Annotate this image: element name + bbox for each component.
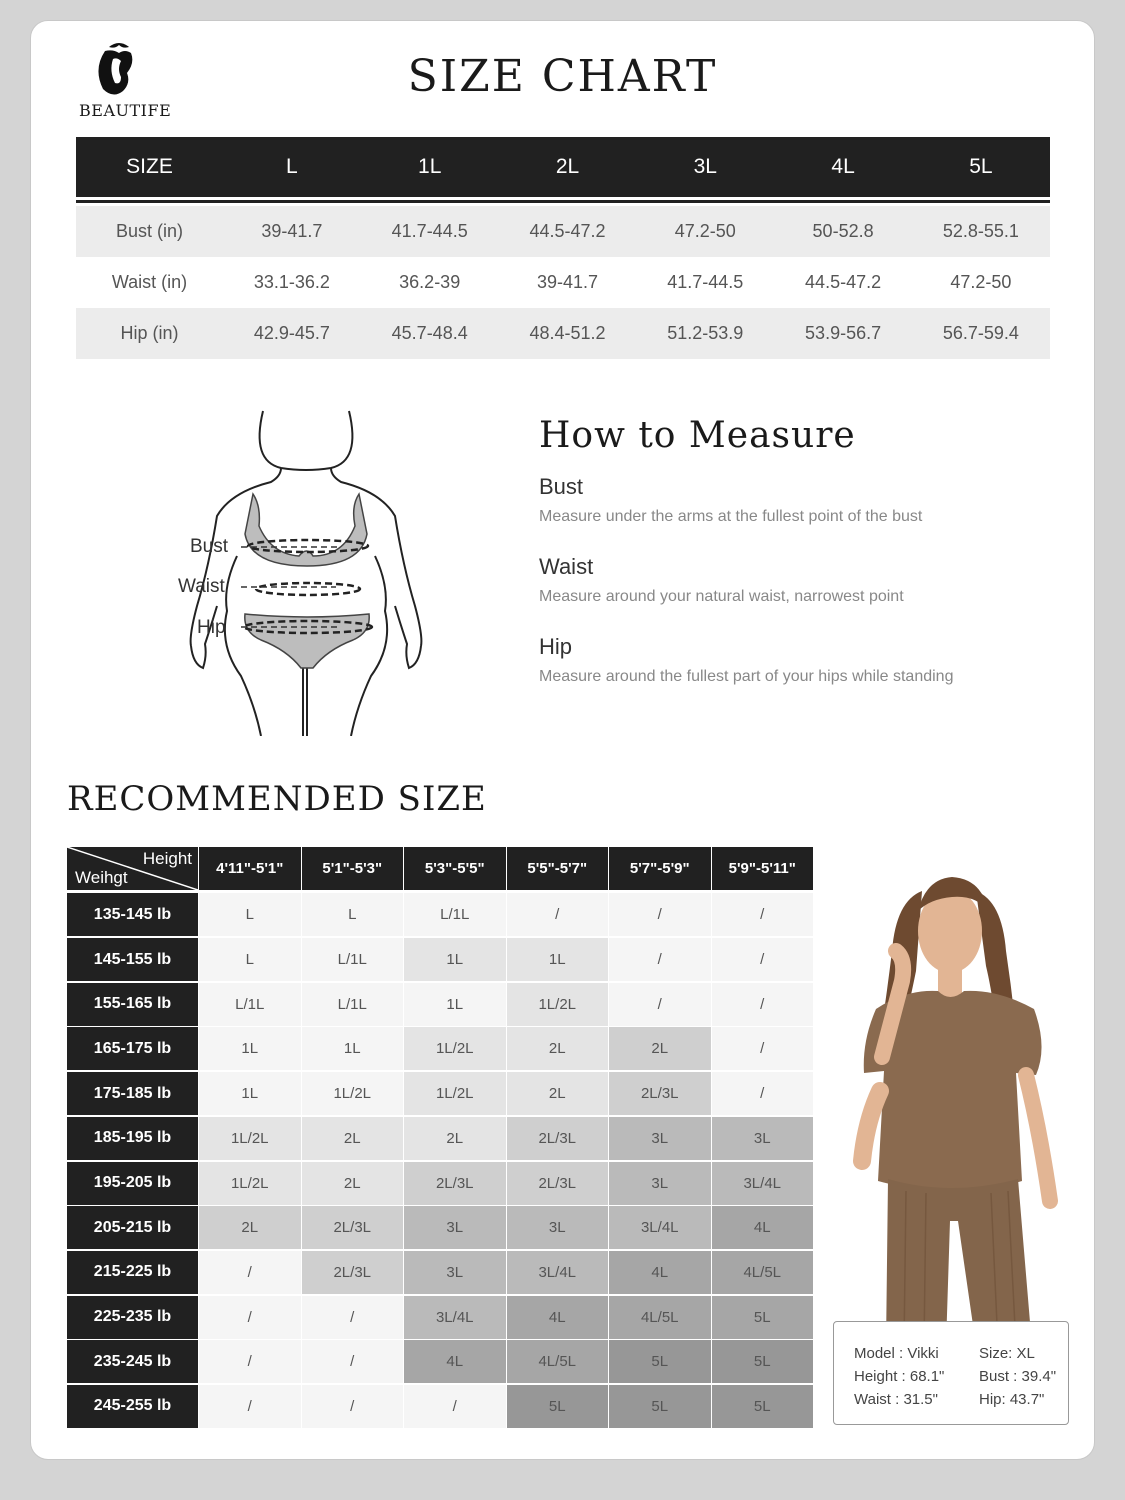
recommended-cell: 4L/5L [712,1251,814,1294]
recommended-cell: / [199,1296,301,1339]
height-header: 5'7"-5'9" [609,847,711,890]
weight-label: 175-185 lb [67,1072,198,1115]
recommended-cell: 1L [302,1027,404,1070]
model-info-left [854,1342,944,1411]
weight-label: 205-215 lb [67,1206,198,1249]
weight-label: 185-195 lb [67,1117,198,1160]
height-header: 5'9"-5'11" [712,847,814,890]
recommended-cell: / [609,893,711,936]
model-size: Size: XL [979,1345,1035,1362]
weight-label: 165-175 lb [67,1027,198,1070]
recommended-cell: L/1L [199,983,301,1026]
row-label: Waist (in) [111,272,188,292]
recommended-cell: / [712,983,814,1026]
row-label: Hip (in) [120,323,179,343]
recommended-cell: 2L [302,1162,404,1205]
recommended-cell: 3L [404,1206,506,1249]
height-header: 5'1"-5'3" [302,847,404,890]
measure-name: Hip [539,634,573,659]
recommended-cell: 1L/2L [404,1027,506,1070]
recommended-cell: / [199,1251,301,1294]
recommended-cell: 5L [507,1385,609,1428]
recommended-cell: L [302,893,404,936]
table-cell: 56.7-59.4 [942,323,1019,343]
recommended-cell: 4L [609,1251,711,1294]
figure-label-waist: Waist [178,576,225,597]
recommended-cell: 2L/3L [507,1162,609,1205]
recommended-cell: / [609,938,711,981]
recommended-cell: 2L [404,1117,506,1160]
recommended-cell: 1L [507,938,609,981]
table-row-hip [76,308,1050,359]
recommended-cell: 3L [609,1117,711,1160]
body-figure [131,406,491,736]
size-table-header [76,137,1050,200]
measure-desc: Measure around your natural waist, narrowest point [539,588,904,605]
model-photo [826,861,1076,1346]
recommended-cell: 4L/5L [507,1340,609,1383]
recommended-cell: 4L/5L [609,1296,711,1339]
recommended-cell: 2L [302,1117,404,1160]
recommended-row [67,892,813,937]
recommended-row [67,1070,813,1115]
measure-name: Bust [539,474,584,499]
recommended-cell: / [712,938,814,981]
recommended-cell: 1L/2L [507,983,609,1026]
recommended-cell: L/1L [302,938,404,981]
table-cell: 47.2-50 [950,272,1012,292]
recommended-header-row [67,847,813,892]
table-cell: 47.2-50 [674,221,736,241]
table-cell: 50-52.8 [812,221,874,241]
page-title: SIZE CHART [407,51,718,102]
table-cell: 44.5-47.2 [529,221,606,241]
recommended-cell: / [199,1340,301,1383]
body-outline-illustration [131,406,491,736]
table-cell: 44.5-47.2 [805,272,882,292]
corner-height-label: Height [142,849,192,868]
recommended-cell: 5L [712,1385,814,1428]
recommended-cell: L/1L [302,983,404,1026]
model-info-right [979,1342,1056,1411]
model-bust: Bust : 39.4" [979,1368,1057,1385]
recommended-cell: 3L [507,1206,609,1249]
figure-label-bust: Bust [190,536,229,557]
table-cell: 39-41.7 [536,272,599,292]
measure-name: Waist [539,554,594,579]
measure-item-hip [539,634,1059,686]
recommended-cell: 3L/4L [404,1296,506,1339]
recommended-cell: 3L [404,1251,506,1294]
recommended-row [67,1115,813,1160]
recommended-cell: 1L/2L [199,1117,301,1160]
header-cell: 4L [831,155,855,178]
recommended-cell: L [199,893,301,936]
corner-cell [67,847,198,890]
weight-label: 145-155 lb [67,938,198,981]
recommended-cell: 1L [199,1072,301,1115]
recommended-cell: / [404,1385,506,1428]
recommended-cell: 1L [404,983,506,1026]
recommended-cell: 4L [712,1206,814,1249]
header-cell: 5L [969,155,993,178]
row-label: Bust (in) [115,221,184,241]
recommended-row [67,1294,813,1339]
table-cell: 36.2-39 [399,272,461,292]
recommended-row [67,1383,813,1428]
table-cell: 41.7-44.5 [667,272,744,292]
height-header: 5'3"-5'5" [404,847,506,890]
measure-item-waist [539,554,1059,606]
table-cell: 52.8-55.1 [942,221,1019,241]
recommended-cell: 4L [507,1296,609,1339]
recommended-cell: 1L [404,938,506,981]
weight-label: 225-235 lb [67,1296,198,1339]
recommended-cell: 2L [507,1027,609,1070]
recommended-cell: / [609,983,711,1026]
table-cell: 41.7-44.5 [391,221,468,241]
recommended-cell: 2L [199,1206,301,1249]
measure-item-bust [539,474,1059,526]
weight-label: 135-145 lb [67,893,198,936]
recommended-row [67,1339,813,1384]
header-cell: 1L [418,155,442,178]
weight-label: 195-205 lb [67,1162,198,1205]
recommended-cell: 3L/4L [712,1162,814,1205]
how-to-measure-title: How to Measure [539,415,856,456]
table-row-bust [76,206,1050,257]
model-hip: Hip: 43.7" [979,1391,1045,1408]
table-cell: 48.4-51.2 [529,323,606,343]
recommended-cell: / [712,893,814,936]
recommended-cell: 5L [712,1340,814,1383]
recommended-cell: 2L/3L [404,1162,506,1205]
recommended-cell: 1L/2L [199,1162,301,1205]
table-cell: 51.2-53.9 [667,323,744,343]
recommended-cell: 2L [507,1072,609,1115]
recommended-cell: / [302,1340,404,1383]
header-cell: 2L [555,155,580,178]
recommended-cell: / [302,1296,404,1339]
weight-label: 245-255 lb [67,1385,198,1428]
header-cell: 3L [693,155,717,178]
table-row-waist [76,257,1050,308]
recommended-cell: / [712,1027,814,1070]
recommended-cell: 5L [609,1340,711,1383]
weight-label: 155-165 lb [67,983,198,1026]
recommended-cell: 2L/3L [609,1072,711,1115]
recommended-size-grid [67,847,813,1428]
recommended-cell: / [199,1385,301,1428]
height-header: 5'5"-5'7" [507,847,609,890]
recommended-row [67,1205,813,1250]
table-cell: 53.9-56.7 [805,323,882,343]
model-photo-illustration [826,861,1076,1346]
recommended-body [67,892,813,1428]
recommended-cell: 3L [712,1117,814,1160]
recommended-cell: 2L/3L [302,1206,404,1249]
recommended-cell: 5L [712,1296,814,1339]
brand-name: BEAUTIFE [79,101,172,120]
model-info-box [833,1321,1069,1425]
recommended-cell: 2L/3L [507,1117,609,1160]
recommended-cell: 3L/4L [507,1251,609,1294]
model-waist: Waist : 31.5" [854,1391,938,1408]
recommended-cell: 1L [199,1027,301,1070]
recommended-row [67,1160,813,1205]
figure-label-hip: Hip [197,617,226,638]
corner-weight-label: Weihgt [75,868,128,887]
recommended-cell: 2L [609,1027,711,1070]
height-header: 4'11"-5'1" [199,847,301,890]
recommended-cell: / [302,1385,404,1428]
header-cell: L [286,155,298,178]
table-cell: 45.7-48.4 [391,323,468,343]
recommended-cell: 5L [609,1385,711,1428]
model-height: Height : 68.1" [854,1368,945,1385]
weight-label: 215-225 lb [67,1251,198,1294]
size-chart-card [30,20,1095,1460]
recommended-row [67,1026,813,1071]
recommended-row [67,981,813,1026]
recommended-cell: 4L [404,1340,506,1383]
how-to-measure [539,415,1059,700]
measure-desc: Measure under the arms at the fullest point of the bust [539,508,923,525]
recommended-row [67,936,813,981]
recommended-row [67,1249,813,1294]
recommended-cell: 2L/3L [302,1251,404,1294]
recommended-cell: / [712,1072,814,1115]
recommended-cell: L/1L [404,893,506,936]
recommended-cell: / [507,893,609,936]
recommended-cell: 3L/4L [609,1206,711,1249]
recommended-cell: 1L/2L [302,1072,404,1115]
recommended-size-title: RECOMMENDED SIZE [67,779,487,819]
table-cell: 39-41.7 [261,221,323,241]
table-cell: 33.1-36.2 [253,272,330,292]
recommended-cell: L [199,938,301,981]
header-cell: SIZE [126,155,173,178]
recommended-cell: 1L/2L [404,1072,506,1115]
table-cell: 42.9-45.7 [253,323,330,343]
model-name: Model : Vikki [854,1345,939,1362]
recommended-cell: 3L [609,1162,711,1205]
size-table [76,137,1050,359]
measure-desc: Measure around the fullest part of your hips while standing [539,668,954,685]
weight-label: 235-245 lb [67,1340,198,1383]
